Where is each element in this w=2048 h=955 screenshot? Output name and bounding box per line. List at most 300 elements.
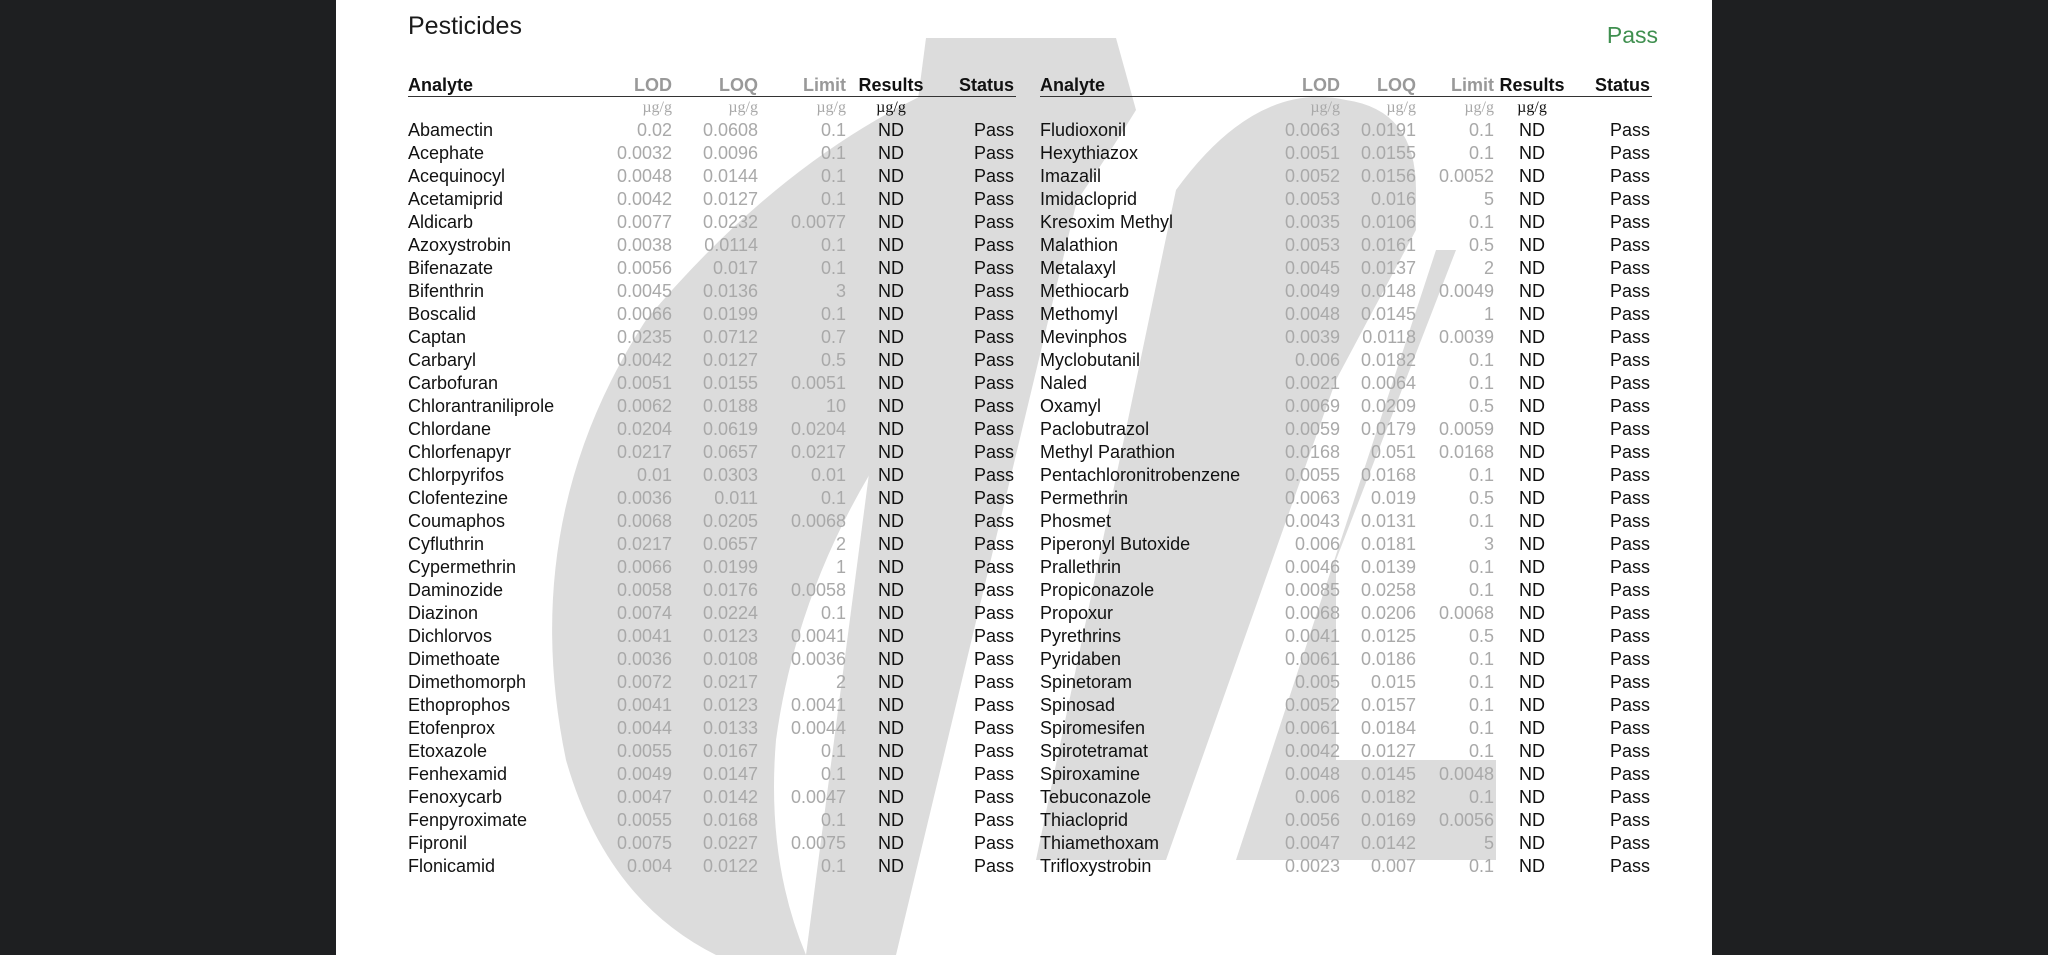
lod-cell: 0.004	[626, 856, 672, 876]
loq-cell: 0.019	[1370, 488, 1416, 508]
limit-cell: 1	[1483, 304, 1494, 324]
analyte-cell: Fenhexamid	[408, 764, 508, 784]
lod-cell: 0.0059	[1284, 419, 1340, 439]
loq-cell: 0.0123	[702, 695, 758, 715]
loq-cell: 0.0142	[702, 787, 758, 807]
analyte-cell: Azoxystrobin	[408, 235, 512, 255]
table-row	[408, 349, 1016, 372]
analyte-cell: Thiamethoxam	[1040, 833, 1160, 853]
loq-cell: 0.0064	[1360, 373, 1416, 393]
result-cell: ND	[878, 442, 904, 462]
limit-cell: 0.1	[1468, 373, 1494, 393]
limit-cell: 2	[835, 534, 846, 554]
status-cell: Pass	[1609, 856, 1650, 876]
table-row	[408, 694, 1016, 717]
result-cell: ND	[1519, 511, 1545, 531]
result-cell: ND	[878, 534, 904, 554]
table-row	[1040, 487, 1652, 510]
status-cell: Pass	[973, 764, 1014, 784]
table-row	[408, 648, 1016, 671]
loq-cell: 0.0167	[702, 741, 758, 761]
table-row	[1040, 257, 1652, 280]
analyte-cell: Dimethoate	[408, 649, 501, 669]
col-header-loq: LOQ	[674, 74, 760, 97]
result-cell: ND	[1519, 442, 1545, 462]
table-row	[1040, 280, 1652, 303]
limit-cell: 0.0168	[1438, 442, 1494, 462]
status-cell: Pass	[973, 534, 1014, 554]
lod-cell: 0.0056	[1284, 810, 1340, 830]
analyte-cell: Pyridaben	[1040, 649, 1122, 669]
result-cell: ND	[1519, 304, 1545, 324]
limit-cell: 0.0044	[790, 718, 846, 738]
status-cell: Pass	[1609, 764, 1650, 784]
result-cell: ND	[878, 281, 904, 301]
analyte-cell: Spiroxamine	[1040, 764, 1141, 784]
analyte-cell: Trifloxystrobin	[1040, 856, 1152, 876]
lod-cell: 0.0041	[1284, 626, 1340, 646]
status-cell: Pass	[1609, 511, 1650, 531]
result-cell: ND	[1519, 626, 1545, 646]
status-cell: Pass	[973, 465, 1014, 485]
loq-cell: 0.0188	[702, 396, 758, 416]
loq-cell: 0.0712	[702, 327, 758, 347]
result-cell: ND	[878, 166, 904, 186]
result-cell: ND	[1519, 603, 1545, 623]
lod-cell: 0.0047	[616, 787, 672, 807]
analyte-cell: Naled	[1040, 373, 1088, 393]
table-row	[408, 211, 1016, 234]
limit-cell: 0.1	[820, 764, 846, 784]
analyte-cell: Permethrin	[1040, 488, 1129, 508]
lod-cell: 0.0053	[1284, 235, 1340, 255]
col-header-lod: LOD	[606, 74, 674, 97]
limit-cell: 2	[1483, 258, 1494, 278]
analyte-cell: Piperonyl Butoxide	[1040, 534, 1191, 554]
unit-limit: µg/g	[1464, 99, 1494, 116]
result-cell: ND	[878, 741, 904, 761]
status-cell: Pass	[973, 419, 1014, 439]
unit-results: µg/g	[1517, 99, 1547, 116]
status-cell: Pass	[1609, 718, 1650, 738]
overall-status-badge: Pass	[1606, 22, 1658, 48]
table-row	[408, 786, 1016, 809]
limit-cell: 0.0041	[790, 626, 846, 646]
loq-cell: 0.0168	[1360, 465, 1416, 485]
analyte-cell: Coumaphos	[408, 511, 506, 531]
analyte-cell: Ethoprophos	[408, 695, 511, 715]
analyte-cell: Fenpyroximate	[408, 810, 528, 830]
status-cell: Pass	[1609, 465, 1650, 485]
loq-cell: 0.0133	[702, 718, 758, 738]
analyte-cell: Etoxazole	[408, 741, 488, 761]
loq-cell: 0.016	[1370, 189, 1416, 209]
result-cell: ND	[1519, 281, 1545, 301]
status-cell: Pass	[1609, 281, 1650, 301]
result-cell: ND	[1519, 649, 1545, 669]
table-row	[1040, 441, 1652, 464]
limit-cell: 0.0039	[1438, 327, 1494, 347]
lod-cell: 0.0055	[616, 810, 672, 830]
table-row	[1040, 188, 1652, 211]
analyte-cell: Chlorantraniliprole	[408, 396, 555, 416]
status-cell: Pass	[973, 143, 1014, 163]
lod-cell: 0.0061	[1284, 649, 1340, 669]
table-row	[1040, 625, 1652, 648]
status-cell: Pass	[1609, 396, 1650, 416]
table-row	[408, 763, 1016, 786]
lod-cell: 0.0052	[1284, 166, 1340, 186]
status-cell: Pass	[1609, 603, 1650, 623]
status-cell: Pass	[1609, 626, 1650, 646]
analyte-cell: Abamectin	[408, 120, 494, 140]
lod-cell: 0.0055	[616, 741, 672, 761]
limit-cell: 0.1	[820, 120, 846, 140]
limit-cell: 0.1	[1468, 212, 1494, 232]
result-cell: ND	[878, 810, 904, 830]
analyte-cell: Chlordane	[408, 419, 492, 439]
result-cell: ND	[1519, 672, 1545, 692]
loq-cell: 0.0127	[702, 350, 758, 370]
col-header-status: Status	[936, 74, 1016, 97]
table-row	[1040, 786, 1652, 809]
result-cell: ND	[1519, 189, 1545, 209]
loq-cell: 0.0161	[1360, 235, 1416, 255]
lod-cell: 0.02	[636, 120, 672, 140]
table-row	[408, 740, 1016, 763]
status-cell: Pass	[973, 189, 1014, 209]
limit-cell: 0.0077	[790, 212, 846, 232]
status-cell: Pass	[1609, 189, 1650, 209]
analyte-cell: Myclobutanil	[1040, 350, 1141, 370]
table-row	[1040, 326, 1652, 349]
table-row	[1040, 556, 1652, 579]
analyte-cell: Hexythiazox	[1040, 143, 1139, 163]
status-cell: Pass	[1609, 787, 1650, 807]
status-cell: Pass	[1609, 350, 1650, 370]
result-cell: ND	[1519, 833, 1545, 853]
loq-cell: 0.0168	[702, 810, 758, 830]
status-cell: Pass	[973, 718, 1014, 738]
lod-cell: 0.0023	[1284, 856, 1340, 876]
loq-cell: 0.0125	[1360, 626, 1416, 646]
status-cell: Pass	[973, 488, 1014, 508]
lod-cell: 0.0047	[1284, 833, 1340, 853]
table-row	[1040, 395, 1652, 418]
loq-cell: 0.0145	[1360, 304, 1416, 324]
status-cell: Pass	[973, 212, 1014, 232]
table-row	[408, 556, 1016, 579]
result-cell: ND	[1519, 488, 1545, 508]
result-cell: ND	[878, 212, 904, 232]
limit-cell: 0.1	[820, 258, 846, 278]
loq-cell: 0.015	[1370, 672, 1416, 692]
analyte-cell: Cypermethrin	[408, 557, 517, 577]
analyte-cell: Phosmet	[1040, 511, 1112, 531]
status-cell: Pass	[973, 442, 1014, 462]
lod-cell: 0.0058	[616, 580, 672, 600]
analyte-cell: Propiconazole	[1040, 580, 1155, 600]
lod-cell: 0.0056	[616, 258, 672, 278]
result-cell: ND	[878, 649, 904, 669]
status-cell: Pass	[973, 120, 1014, 140]
result-cell: ND	[878, 488, 904, 508]
col-header-limit: Limit	[760, 74, 848, 97]
col-header-loq: LOQ	[1342, 74, 1418, 97]
lod-cell: 0.005	[1294, 672, 1340, 692]
status-cell: Pass	[973, 166, 1014, 186]
analyte-cell: Prallethrin	[1040, 557, 1122, 577]
lod-cell: 0.0049	[1284, 281, 1340, 301]
result-cell: ND	[878, 465, 904, 485]
status-cell: Pass	[1609, 695, 1650, 715]
limit-cell: 0.1	[1468, 695, 1494, 715]
limit-cell: 0.0041	[790, 695, 846, 715]
table-row	[1040, 303, 1652, 326]
lod-cell: 0.0042	[616, 350, 672, 370]
col-header-results: Results	[1496, 74, 1570, 97]
limit-cell: 0.5	[1468, 488, 1494, 508]
loq-cell: 0.0191	[1360, 120, 1416, 140]
lod-cell: 0.006	[1294, 350, 1340, 370]
table-row	[1040, 763, 1652, 786]
status-cell: Pass	[1609, 304, 1650, 324]
limit-cell: 0.1	[1468, 718, 1494, 738]
table-row	[408, 395, 1016, 418]
status-cell: Pass	[1609, 166, 1650, 186]
status-cell: Pass	[1609, 120, 1650, 140]
lod-cell: 0.0042	[616, 189, 672, 209]
limit-cell: 0.1	[1468, 649, 1494, 669]
table-row	[408, 372, 1016, 395]
limit-cell: 0.1	[820, 603, 846, 623]
loq-cell: 0.0155	[702, 373, 758, 393]
limit-cell: 0.0217	[790, 442, 846, 462]
lod-cell: 0.0051	[1284, 143, 1340, 163]
analyte-cell: Pentachloronitrobenzene	[1040, 465, 1241, 485]
table-row	[408, 257, 1016, 280]
table-row	[408, 188, 1016, 211]
limit-cell: 0.1	[820, 189, 846, 209]
lod-cell: 0.0039	[1284, 327, 1340, 347]
lod-cell: 0.0032	[616, 143, 672, 163]
table-row	[1040, 533, 1652, 556]
limit-cell: 0.5	[1468, 235, 1494, 255]
table-row	[408, 579, 1016, 602]
loq-cell: 0.017	[712, 258, 758, 278]
result-cell: ND	[1519, 787, 1545, 807]
limit-cell: 0.5	[1468, 396, 1494, 416]
table-row	[1040, 694, 1652, 717]
limit-cell: 3	[835, 281, 846, 301]
result-cell: ND	[1519, 718, 1545, 738]
loq-cell: 0.0137	[1360, 258, 1416, 278]
loq-cell: 0.0205	[702, 511, 758, 531]
lod-cell: 0.0045	[1284, 258, 1340, 278]
table-row	[1040, 464, 1652, 487]
analyte-cell: Methomyl	[1040, 304, 1119, 324]
status-cell: Pass	[1609, 235, 1650, 255]
loq-cell: 0.0147	[702, 764, 758, 784]
loq-cell: 0.051	[1370, 442, 1416, 462]
status-cell: Pass	[1609, 580, 1650, 600]
analyte-cell: Metalaxyl	[1040, 258, 1117, 278]
analyte-cell: Methiocarb	[1040, 281, 1130, 301]
result-cell: ND	[878, 373, 904, 393]
result-cell: ND	[1519, 557, 1545, 577]
limit-cell: 0.1	[1468, 511, 1494, 531]
limit-cell: 0.1	[820, 856, 846, 876]
lod-cell: 0.0068	[1284, 603, 1340, 623]
result-cell: ND	[878, 856, 904, 876]
loq-cell: 0.0145	[1360, 764, 1416, 784]
status-cell: Pass	[1609, 534, 1650, 554]
lod-cell: 0.0072	[616, 672, 672, 692]
lod-cell: 0.0038	[616, 235, 672, 255]
analyte-cell: Cyfluthrin	[408, 534, 485, 554]
unit-loq: µg/g	[728, 99, 758, 116]
lod-cell: 0.0077	[616, 212, 672, 232]
result-cell: ND	[878, 235, 904, 255]
status-cell: Pass	[973, 810, 1014, 830]
loq-cell: 0.0122	[702, 856, 758, 876]
loq-cell: 0.0181	[1360, 534, 1416, 554]
table-row	[1040, 372, 1652, 395]
limit-cell: 5	[1483, 833, 1494, 853]
result-cell: ND	[1519, 166, 1545, 186]
loq-cell: 0.0127	[1360, 741, 1416, 761]
lod-cell: 0.0069	[1284, 396, 1340, 416]
limit-cell: 1	[835, 557, 846, 577]
result-cell: ND	[878, 304, 904, 324]
loq-cell: 0.0199	[702, 557, 758, 577]
loq-cell: 0.007	[1370, 856, 1416, 876]
status-cell: Pass	[973, 649, 1014, 669]
lod-cell: 0.0046	[1284, 557, 1340, 577]
status-cell: Pass	[973, 373, 1014, 393]
loq-cell: 0.0258	[1360, 580, 1416, 600]
result-cell: ND	[1519, 534, 1545, 554]
result-cell: ND	[1519, 212, 1545, 232]
loq-cell: 0.0199	[702, 304, 758, 324]
report-page	[336, 0, 1712, 955]
limit-cell: 0.1	[1468, 741, 1494, 761]
limit-cell: 3	[1483, 534, 1494, 554]
loq-cell: 0.011	[714, 488, 758, 508]
status-cell: Pass	[1609, 258, 1650, 278]
analyte-cell: Spinetoram	[1040, 672, 1133, 692]
limit-cell: 0.0048	[1438, 764, 1494, 784]
lod-cell: 0.0068	[616, 511, 672, 531]
analyte-cell: Propoxur	[1040, 603, 1114, 623]
result-cell: ND	[1519, 396, 1545, 416]
lod-cell: 0.0036	[616, 649, 672, 669]
table-row	[408, 464, 1016, 487]
loq-cell: 0.0232	[702, 212, 758, 232]
loq-cell: 0.0144	[702, 166, 758, 186]
lod-cell: 0.0048	[1284, 304, 1340, 324]
loq-cell: 0.0227	[702, 833, 758, 853]
result-cell: ND	[1519, 143, 1545, 163]
table-row	[1040, 832, 1652, 855]
table-row	[408, 441, 1016, 464]
loq-cell: 0.0179	[1360, 419, 1416, 439]
table-row	[1040, 648, 1652, 671]
status-cell: Pass	[973, 235, 1014, 255]
loq-cell: 0.0206	[1360, 603, 1416, 623]
units-row	[408, 97, 1016, 120]
result-cell: ND	[1519, 258, 1545, 278]
analyte-cell: Dimethomorph	[408, 672, 527, 692]
table-row	[1040, 349, 1652, 372]
status-cell: Pass	[1609, 143, 1650, 163]
result-cell: ND	[878, 511, 904, 531]
loq-cell: 0.0136	[702, 281, 758, 301]
loq-cell: 0.0142	[1360, 833, 1416, 853]
table-row	[1040, 602, 1652, 625]
analyte-cell: Spirotetramat	[1040, 741, 1149, 761]
analyte-cell: Etofenprox	[408, 718, 496, 738]
lod-cell: 0.0217	[616, 534, 672, 554]
table-header-row	[1040, 74, 1652, 97]
loq-cell: 0.0123	[702, 626, 758, 646]
col-header-limit: Limit	[1418, 74, 1496, 97]
table-row	[1040, 717, 1652, 740]
result-cell: ND	[1519, 465, 1545, 485]
table-row	[1040, 740, 1652, 763]
limit-cell: 0.1	[820, 741, 846, 761]
status-cell: Pass	[1609, 419, 1650, 439]
col-header-analyte: Analyte	[408, 74, 606, 97]
analyte-cell: Aldicarb	[408, 212, 474, 232]
limit-cell: 0.1	[820, 235, 846, 255]
table-row	[1040, 165, 1652, 188]
result-cell: ND	[878, 695, 904, 715]
lod-cell: 0.0168	[1284, 442, 1340, 462]
lod-cell: 0.0044	[616, 718, 672, 738]
limit-cell: 0.0059	[1438, 419, 1494, 439]
limit-cell: 0.0049	[1438, 281, 1494, 301]
analyte-cell: Daminozide	[408, 580, 504, 600]
lod-cell: 0.0042	[1284, 741, 1340, 761]
analyte-cell: Fenoxycarb	[408, 787, 503, 807]
analyte-cell: Carbaryl	[408, 350, 477, 370]
result-cell: ND	[1519, 350, 1545, 370]
limit-cell: 0.0204	[790, 419, 846, 439]
col-header-analyte: Analyte	[1040, 74, 1276, 97]
table-row	[408, 717, 1016, 740]
analyte-cell: Carbofuran	[408, 373, 499, 393]
analyte-cell: Spinosad	[1040, 695, 1116, 715]
lod-cell: 0.01	[636, 465, 672, 485]
result-cell: ND	[878, 120, 904, 140]
result-cell: ND	[1519, 741, 1545, 761]
lod-cell: 0.006	[1294, 787, 1340, 807]
limit-cell: 2	[835, 672, 846, 692]
analyte-cell: Paclobutrazol	[1040, 419, 1150, 439]
status-cell: Pass	[1609, 672, 1650, 692]
table-header-row	[408, 74, 1016, 97]
table-row	[408, 326, 1016, 349]
loq-cell: 0.0186	[1360, 649, 1416, 669]
lod-cell: 0.0204	[616, 419, 672, 439]
analyte-cell: Bifenazate	[408, 258, 494, 278]
loq-cell: 0.0657	[702, 442, 758, 462]
result-cell: ND	[878, 350, 904, 370]
status-cell: Pass	[973, 741, 1014, 761]
status-cell: Pass	[973, 856, 1014, 876]
limit-cell: 5	[1483, 189, 1494, 209]
